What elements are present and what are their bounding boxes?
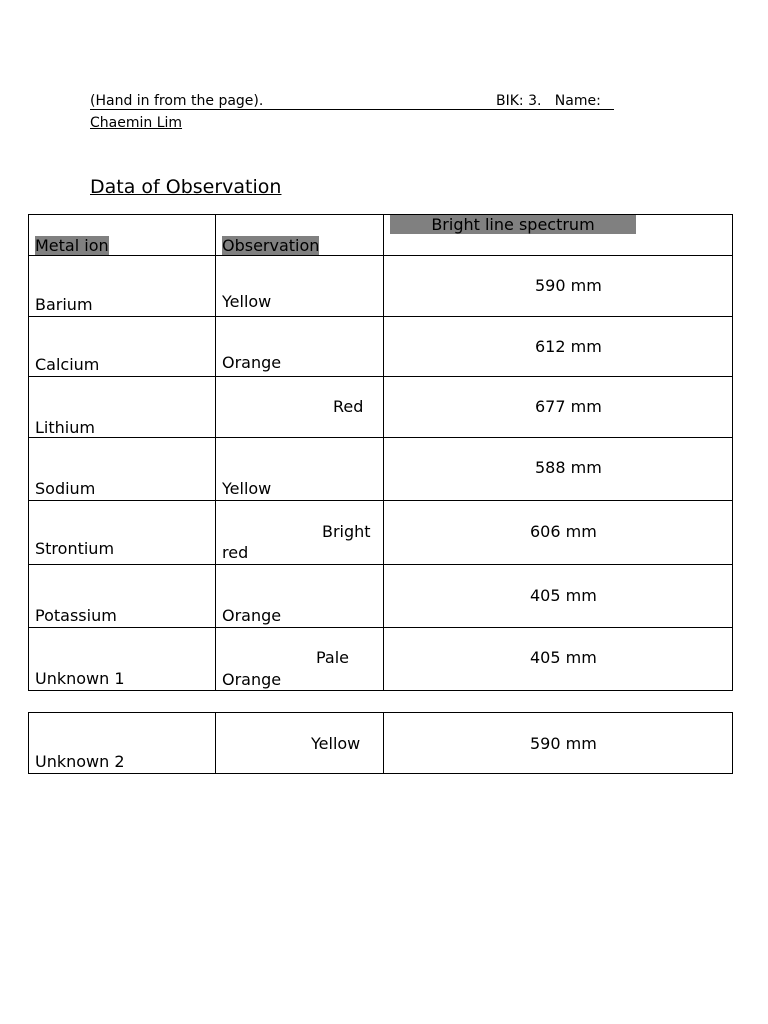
student-name: Chaemin Lim: [90, 115, 183, 131]
metal-name: Calcium: [35, 355, 100, 374]
table-row: [29, 628, 733, 691]
metal-name: Unknown 2: [35, 752, 125, 771]
column-header-observation: Observation: [222, 236, 320, 255]
observation-value: Yellow: [311, 734, 361, 753]
metal-name: Sodium: [35, 479, 96, 498]
table-row: [29, 317, 733, 377]
observation-value: Orange: [222, 606, 282, 625]
column-header-metal: Metal ion: [35, 236, 109, 255]
observation-value-line1: Pale: [316, 648, 350, 667]
table-row: [29, 256, 733, 317]
table-header-row: [29, 215, 733, 256]
spectrum-value: 405 mm: [530, 648, 597, 667]
metal-name: Potassium: [35, 606, 117, 625]
spectrum-value: 590 mm: [535, 276, 602, 295]
spectrum-value: 612 mm: [535, 337, 602, 356]
table-row: [29, 565, 733, 628]
observation-value-line2: Orange: [222, 670, 282, 689]
metal-name: Barium: [35, 295, 93, 314]
spectrum-value: 588 mm: [535, 458, 602, 477]
header-bik-name: BIK: 3. Name:: [496, 93, 606, 109]
header-cell-spectrum: [384, 215, 733, 256]
header-cell-metal: [29, 215, 216, 256]
observation-value-line1: Bright: [322, 522, 371, 541]
column-header-spectrum: Bright line spectrum: [390, 215, 636, 234]
header-instruction: (Hand in from the page).: [90, 93, 264, 109]
observation-table: [28, 214, 733, 691]
observation-value: Orange: [222, 353, 282, 372]
observation-value: Red: [333, 397, 364, 416]
spectrum-value: 405 mm: [530, 586, 597, 605]
metal-name: Strontium: [35, 539, 115, 558]
table-row: [29, 377, 733, 438]
table-row: [29, 713, 733, 774]
metal-name: Unknown 1: [35, 669, 125, 688]
spectrum-value: 677 mm: [535, 397, 602, 416]
header-line: [90, 93, 614, 110]
spectrum-value: 590 mm: [530, 734, 597, 753]
unknown-table: [28, 712, 733, 774]
observation-value-line2: red: [222, 543, 249, 562]
table-row: [29, 438, 733, 501]
observation-value: Yellow: [222, 292, 272, 311]
metal-name: Lithium: [35, 418, 95, 437]
spectrum-value: 606 mm: [530, 522, 597, 541]
observation-value: Yellow: [222, 479, 272, 498]
section-title: Data of Observation: [90, 176, 282, 198]
table-row: [29, 501, 733, 565]
header-cell-observation: [216, 215, 384, 256]
